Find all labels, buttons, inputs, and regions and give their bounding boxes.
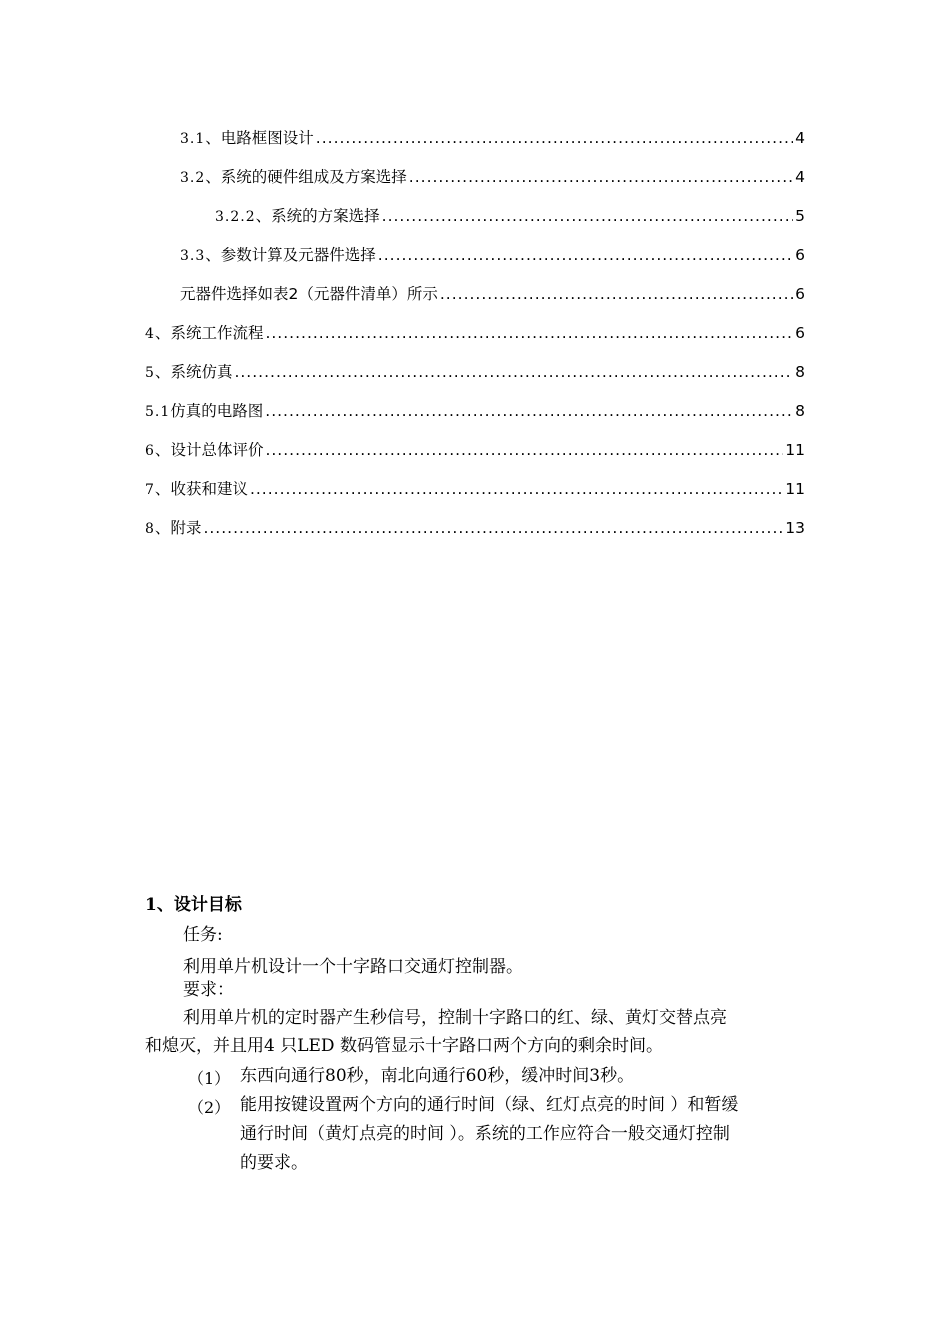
toc-entry-title: 仿真的电路图 bbox=[170, 402, 264, 420]
toc-entry-number: 3.2 bbox=[180, 170, 206, 186]
toc-entry-page: 4 bbox=[795, 168, 805, 186]
toc-dot-leader bbox=[265, 440, 783, 460]
toc-entry-number: 5 bbox=[145, 365, 155, 381]
toc-entry-number: 3.1 bbox=[180, 131, 206, 147]
toc-entry-page: 8 bbox=[795, 402, 805, 420]
toc-dot-leader bbox=[234, 362, 793, 382]
toc-entry-page: 4 bbox=[795, 129, 805, 147]
toc-entry-title: 电路框图设计 bbox=[220, 129, 314, 147]
toc-dot-leader bbox=[250, 479, 783, 499]
list-item-line: 能用按键设置两个方向的通行时间（绿、红灯点亮的时间 ）和暂缓 bbox=[240, 1095, 739, 1115]
list-item-number: （2） bbox=[188, 1098, 231, 1117]
toc-entry-separator: 、 bbox=[154, 324, 171, 342]
toc-entry-separator: 、 bbox=[205, 246, 221, 264]
toc-entry-title: 元器件选择如表2（元器件清单）所示 bbox=[180, 285, 438, 303]
toc-entry-number: 5.1 bbox=[145, 404, 171, 420]
section-heading: 1、设计目标 bbox=[145, 895, 242, 915]
task-text: 利用单片机设计一个十字路口交通灯控制器。 bbox=[183, 957, 523, 977]
toc-dot-leader bbox=[382, 206, 793, 226]
toc-entry-title: 系统的方案选择 bbox=[271, 207, 380, 225]
toc-entry[interactable] bbox=[215, 206, 805, 226]
task-label: 任务: bbox=[183, 925, 223, 945]
toc-dot-leader bbox=[203, 518, 783, 538]
toc-entry[interactable] bbox=[145, 362, 805, 382]
list-item-number: （1） bbox=[188, 1069, 231, 1088]
toc-entry-page: 8 bbox=[795, 363, 805, 381]
requirements-line: 和熄灭，并且用4 只LED 数码管显示十字路口两个方向的剩余时间。 bbox=[145, 1036, 663, 1056]
toc-entry-title: 附录 bbox=[170, 519, 202, 537]
toc-entry-page: 11 bbox=[785, 480, 805, 498]
toc-entry[interactable] bbox=[145, 401, 805, 421]
toc-entry[interactable] bbox=[180, 245, 805, 265]
toc-entry[interactable] bbox=[180, 167, 805, 187]
toc-entry-separator: 、 bbox=[154, 441, 171, 459]
toc-entry-separator: 、 bbox=[205, 129, 221, 147]
toc-entry-separator: 、 bbox=[154, 363, 171, 381]
toc-entry-title: 系统工作流程 bbox=[170, 324, 264, 342]
toc-entry-number: 6 bbox=[145, 443, 155, 459]
list-item-line: 通行时间（黄灯点亮的时间 ）。系统的工作应符合一般交通灯控制 bbox=[240, 1124, 730, 1144]
toc-entry-page: 6 bbox=[795, 246, 805, 264]
toc-entry-page: 6 bbox=[795, 324, 805, 342]
toc-entry[interactable] bbox=[145, 440, 805, 460]
toc-dot-leader bbox=[378, 245, 793, 265]
toc-entry-separator: 、 bbox=[255, 207, 272, 225]
toc-entry-number: 4 bbox=[145, 326, 155, 342]
toc-entry-title: 参数计算及元器件选择 bbox=[220, 246, 376, 264]
list-item-line: 东西向通行80秒，南北向通行60秒，缓冲时间3秒。 bbox=[240, 1066, 635, 1086]
toc-entry-number: 3.3 bbox=[180, 248, 206, 264]
toc-dot-leader bbox=[265, 323, 793, 343]
toc-entry-title: 系统的硬件组成及方案选择 bbox=[220, 168, 407, 186]
toc-entry[interactable] bbox=[145, 323, 805, 343]
requirements-line: 利用单片机的定时器产生秒信号，控制十字路口的红、绿、黄灯交替点亮 bbox=[183, 1008, 727, 1028]
toc-entry-page: 11 bbox=[785, 441, 805, 459]
toc-entry[interactable] bbox=[145, 518, 805, 538]
toc-entry-title: 设计总体评价 bbox=[170, 441, 264, 459]
toc-entry-title: 收获和建议 bbox=[170, 480, 248, 498]
toc-entry-number: 3.2.2 bbox=[215, 209, 256, 225]
toc-entry-separator: 、 bbox=[154, 519, 171, 537]
toc-entry-separator: 、 bbox=[205, 168, 221, 186]
toc-entry-page: 13 bbox=[785, 519, 805, 537]
toc-entry[interactable] bbox=[180, 284, 805, 304]
toc-dot-leader bbox=[440, 284, 793, 304]
toc-entry-page: 6 bbox=[795, 285, 805, 303]
toc-entry-separator: 、 bbox=[154, 480, 171, 498]
toc-dot-leader bbox=[265, 401, 793, 421]
requirements-label: 要求： bbox=[183, 980, 234, 1000]
toc-entry-number: 7 bbox=[145, 482, 155, 498]
toc-dot-leader bbox=[316, 128, 793, 148]
toc-entry-title: 系统仿真 bbox=[170, 363, 233, 381]
list-item-line: 的要求。 bbox=[240, 1153, 308, 1173]
toc-dot-leader bbox=[409, 167, 793, 187]
toc-entry[interactable] bbox=[180, 128, 805, 148]
toc-entry[interactable] bbox=[145, 479, 805, 499]
toc-entry-number: 8 bbox=[145, 521, 155, 537]
toc-entry-page: 5 bbox=[795, 207, 805, 225]
